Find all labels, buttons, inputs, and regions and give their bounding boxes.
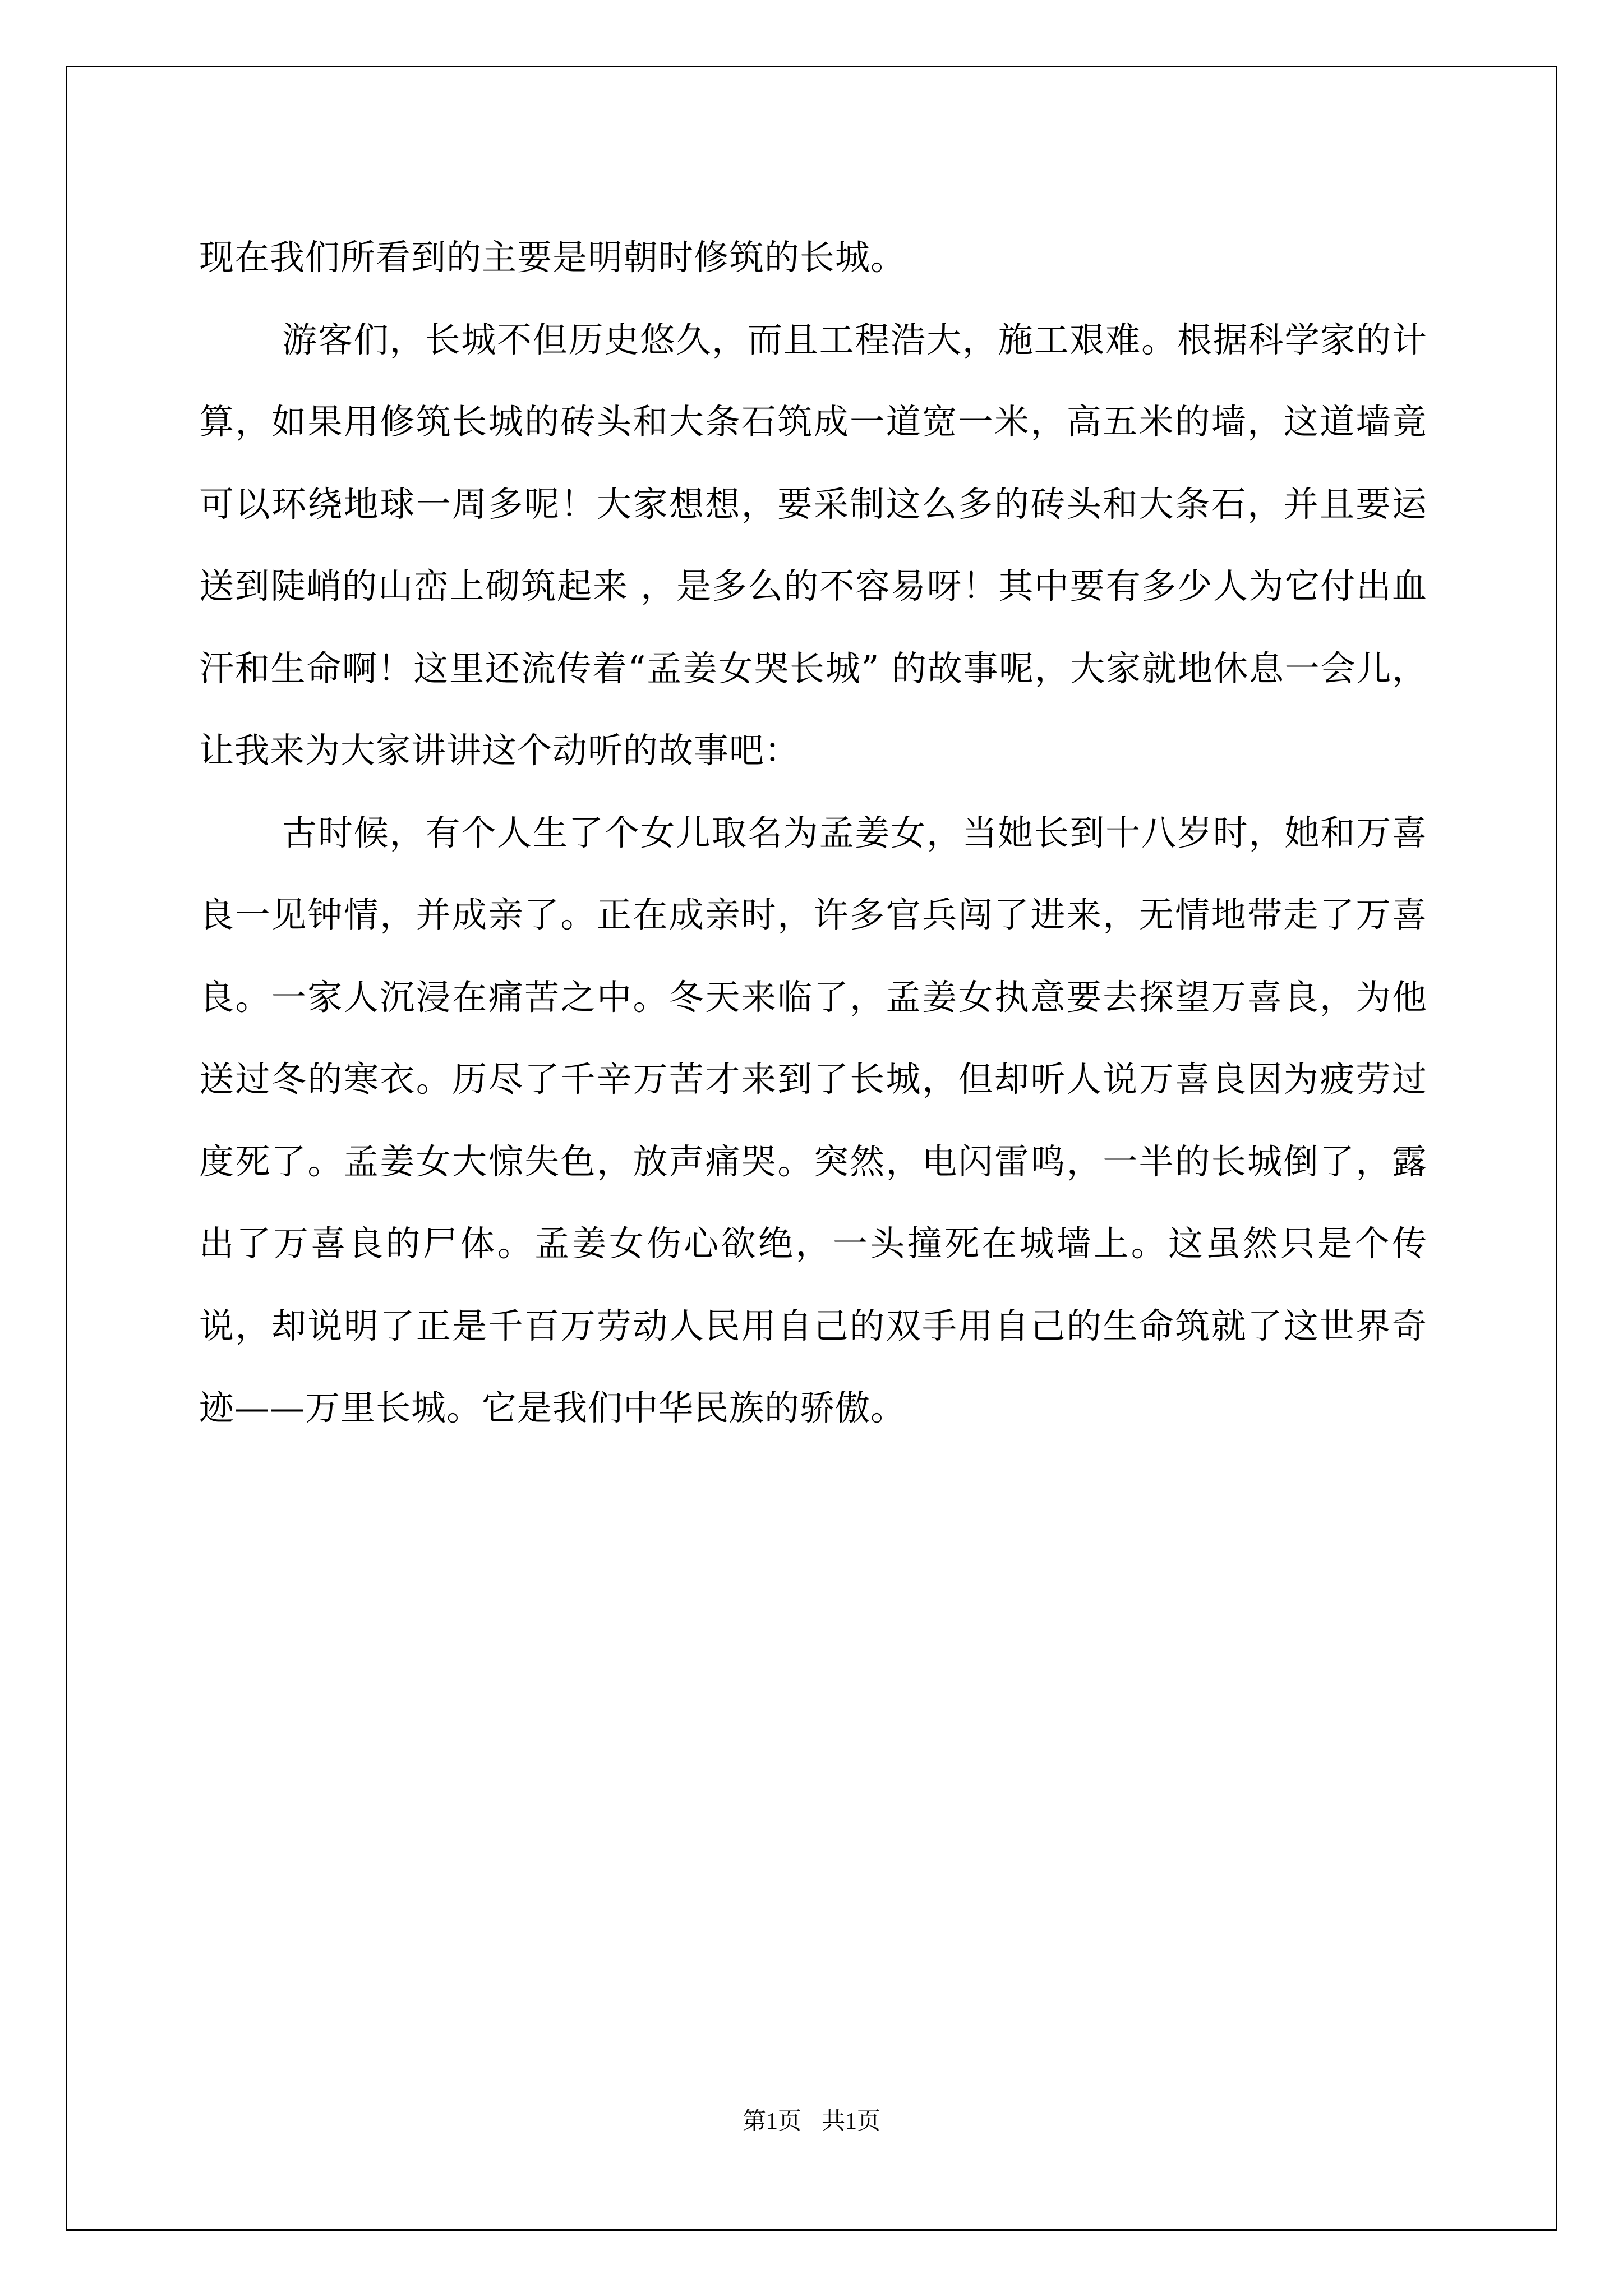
paragraph-1: 现在我们所看到的主要是明朝时修筑的长城。 bbox=[199, 237, 906, 278]
paragraph-2: 游客们，长城不但历史悠久，而且工程浩大，施工艰难。根据科学家的计算，如果用修筑长城的砖头和大条石筑成一道宽一米，高五米的墙，这道墙竟可以环绕地球一周多呢！大家想想，要采制这么多的砖头和大条石，并且要运送到陡峭的山峦上砌筑起来 ，是多么的不容易呀！其中要有多少人为它付出血汗和生命啊！这里还流传着“孟姜女哭长城” 的故事呢，大家就地休息一会儿，让我来为大家讲讲这个动听的故事吧： bbox=[199, 319, 1427, 771]
document-body bbox=[199, 217, 1427, 1450]
page-footer bbox=[0, 2108, 1623, 2136]
page-number: 第1页 bbox=[742, 2109, 801, 2134]
paragraph-3: 古时候，有个人生了个女儿取名为孟姜女，当她长到十八岁时，她和万喜良一见钟情，并成亲了。正在成亲时，许多官兵闯了进来，无情地带走了万喜良。一家人沉浸在痛苦之中。冬天来临了，孟姜女执意要去探望万喜良，为他送过冬的寒衣。历尽了千辛万苦才来到了长城，但却听人说万喜良因为疲劳过度死了。孟姜女大惊失色，放声痛哭。突然，电闪雷鸣，一半的长城倒了，露出了万喜良的尸体。孟姜女伤心欲绝，一头撞死在城墙上。这虽然只是个传说，却说明了正是千百万劳动人民用自己的双手用自己的生命筑就了这世界奇迹——万里长城。它是我们中华民族的骄傲。 bbox=[199, 812, 1427, 1428]
page-total: 共1页 bbox=[822, 2109, 881, 2134]
